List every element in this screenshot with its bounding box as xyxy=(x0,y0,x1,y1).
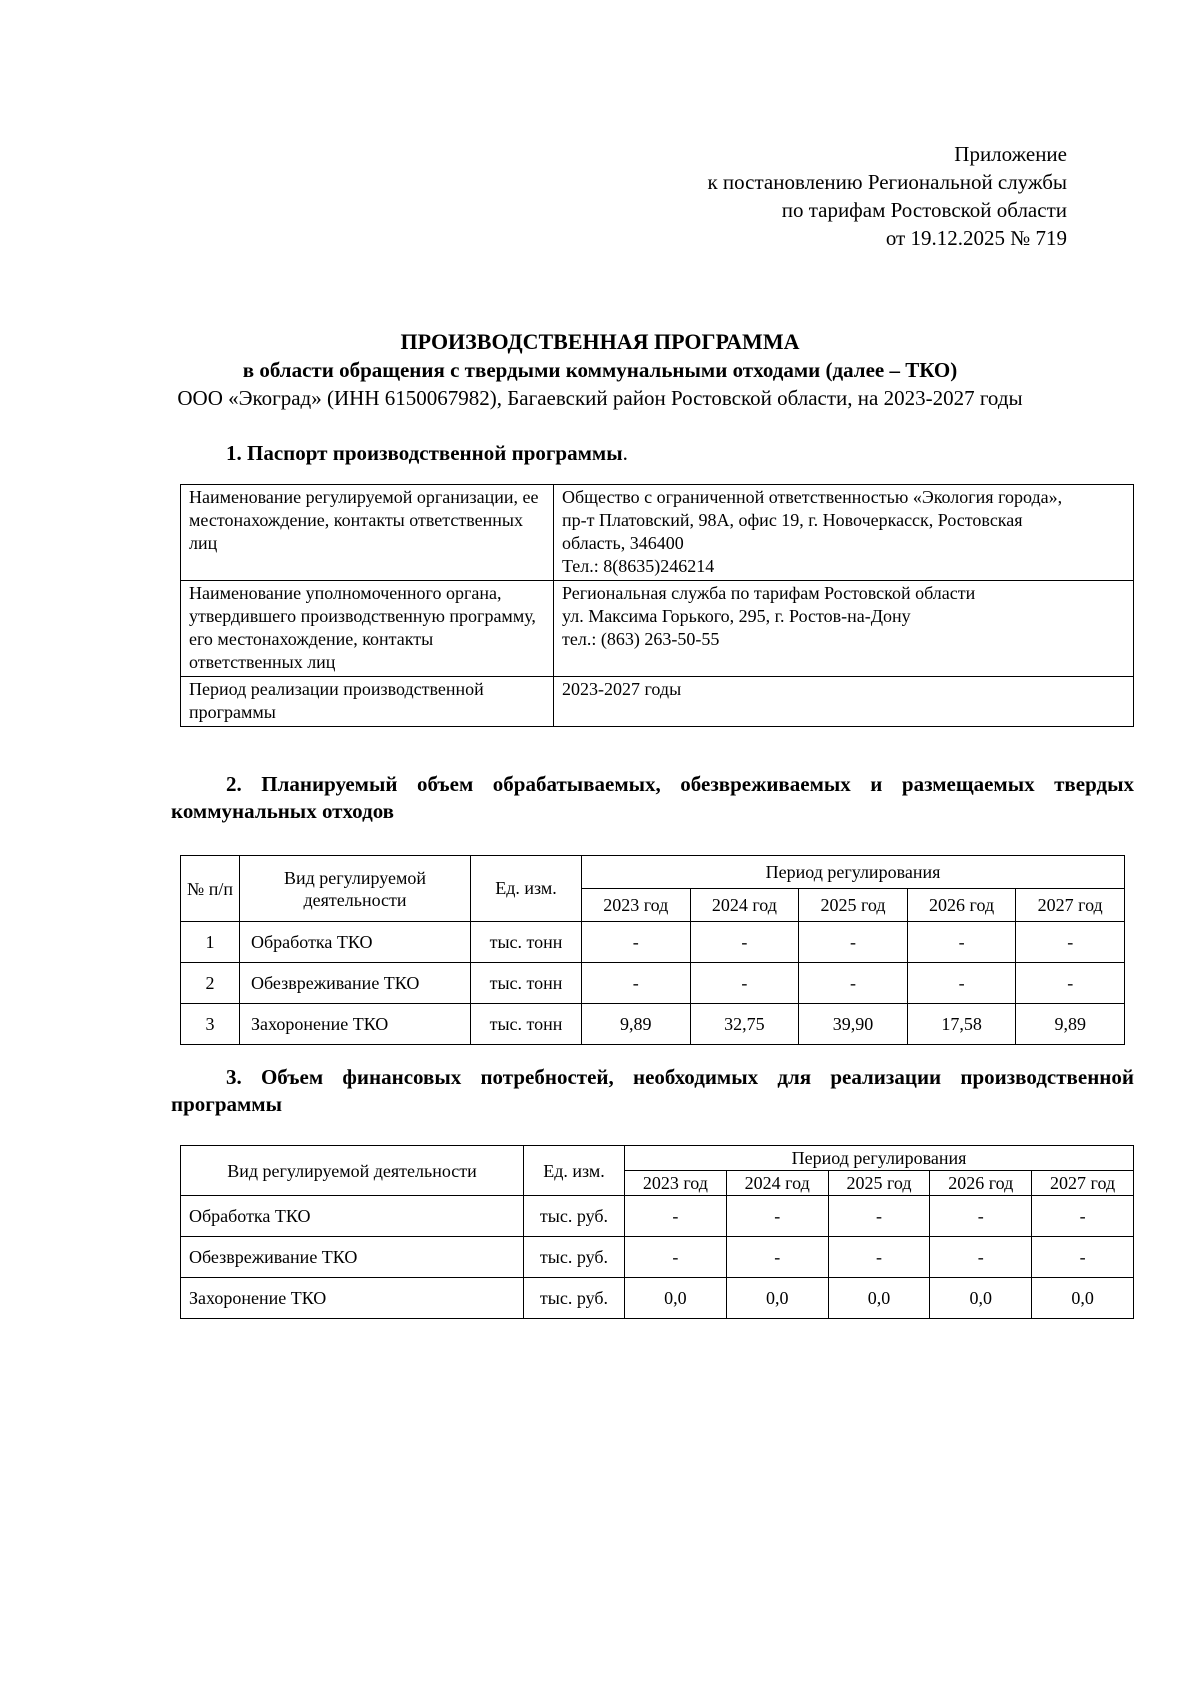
header-period: Период регулирования xyxy=(582,856,1125,889)
document-subtitle: в области обращения с твердыми коммунальными отходами (далее – ТКО) xyxy=(242,358,958,382)
table-row xyxy=(181,1196,1134,1237)
row-value: - xyxy=(907,922,1016,963)
row-value: 0,0 xyxy=(625,1278,727,1319)
table-row xyxy=(181,1278,1134,1319)
section-1-heading xyxy=(226,440,628,467)
row-value: - xyxy=(690,963,799,1004)
row-unit: тыс. тонн xyxy=(471,922,582,963)
passport-value-line: тел.: (863) 263-50-55 xyxy=(562,629,720,649)
table-row xyxy=(181,963,1125,1004)
row-value: 0,0 xyxy=(726,1278,828,1319)
appendix-block xyxy=(567,140,1067,252)
section-3-heading-text: 3. Объем финансовых потребностей, необходимых для реализации производственной программы xyxy=(171,1065,1134,1116)
section-1-heading-text: 1. Паспорт производственной программы xyxy=(226,441,623,465)
section-3-heading xyxy=(171,1064,1134,1118)
passport-value-line: ул. Максима Горького, 295, г. Ростов-на-Дону xyxy=(562,606,911,626)
volume-table xyxy=(180,855,1125,1045)
table-row xyxy=(181,485,1134,581)
passport-value-line: 2023-2027 годы xyxy=(562,679,682,699)
row-activity: Захоронение ТКО xyxy=(181,1278,524,1319)
row-value: - xyxy=(930,1237,1032,1278)
header-year: 2023 год xyxy=(582,889,691,922)
header-activity: Вид регулируемой деятельности xyxy=(181,1146,524,1196)
row-unit: тыс. руб. xyxy=(524,1278,625,1319)
header-activity: Вид регулируемой деятельности xyxy=(240,856,471,922)
header-year: 2024 год xyxy=(726,1171,828,1196)
row-value: 32,75 xyxy=(690,1004,799,1045)
row-value: - xyxy=(726,1237,828,1278)
header-unit: Ед. изм. xyxy=(524,1146,625,1196)
row-value: - xyxy=(930,1196,1032,1237)
document-title: ПРОИЗВОДСТВЕННАЯ ПРОГРАММА xyxy=(400,329,800,354)
row-value: 0,0 xyxy=(1032,1278,1134,1319)
passport-value-line: пр-т Платовский, 98А, офис 19, г. Новочеркасск, Ростовская xyxy=(562,510,1023,530)
row-value: - xyxy=(625,1196,727,1237)
table-header-row xyxy=(181,1146,1134,1171)
header-year: 2027 год xyxy=(1016,889,1125,922)
passport-value-cell xyxy=(554,581,1134,677)
row-value: 9,89 xyxy=(1016,1004,1125,1045)
section-2-heading xyxy=(171,771,1134,825)
row-value: - xyxy=(625,1237,727,1278)
passport-value-line: область, 346400 xyxy=(562,533,684,553)
section-2-heading-text: 2. Планируемый объем обрабатываемых, обезвреживаемых и размещаемых твердых коммунальных отходов xyxy=(171,772,1134,823)
row-activity: Обезвреживание ТКО xyxy=(240,963,471,1004)
header-num: № п/п xyxy=(181,856,240,922)
passport-value-cell xyxy=(554,485,1134,581)
table-row xyxy=(181,677,1134,727)
appendix-line-2: к постановлению Региональной службы xyxy=(707,170,1067,194)
row-value: - xyxy=(828,1196,930,1237)
passport-value-cell xyxy=(554,677,1134,727)
table-row xyxy=(181,581,1134,677)
row-unit: тыс. тонн xyxy=(471,963,582,1004)
row-unit: тыс. руб. xyxy=(524,1196,625,1237)
table-row xyxy=(181,922,1125,963)
row-value: - xyxy=(726,1196,828,1237)
row-activity: Обработка ТКО xyxy=(181,1196,524,1237)
table-row xyxy=(181,1237,1134,1278)
passport-table xyxy=(180,484,1134,727)
row-activity: Захоронение ТКО xyxy=(240,1004,471,1045)
row-value: - xyxy=(799,922,908,963)
row-value: - xyxy=(1016,963,1125,1004)
header-year: 2024 год xyxy=(690,889,799,922)
organization-line: ООО «Экоград» (ИНН 6150067982), Багаевский район Ростовской области, на 2023-2027 годы xyxy=(177,386,1023,410)
passport-label-cell: Наименование регулируемой организации, ее местонахождение, контакты ответственных лиц xyxy=(181,485,554,581)
row-value: 0,0 xyxy=(828,1278,930,1319)
row-value: - xyxy=(907,963,1016,1004)
row-num: 3 xyxy=(181,1004,240,1045)
row-num: 2 xyxy=(181,963,240,1004)
row-activity: Обработка ТКО xyxy=(240,922,471,963)
row-num: 1 xyxy=(181,922,240,963)
header-year: 2026 год xyxy=(930,1171,1032,1196)
table-row xyxy=(181,1004,1125,1045)
appendix-line-3: по тарифам Ростовской области xyxy=(781,198,1067,222)
row-value: - xyxy=(1032,1237,1134,1278)
header-period: Период регулирования xyxy=(625,1146,1134,1171)
passport-value-line: Региональная служба по тарифам Ростовской области xyxy=(562,583,976,603)
row-value: 9,89 xyxy=(582,1004,691,1045)
document-title-block xyxy=(0,328,1200,412)
appendix-line-1: Приложение xyxy=(954,142,1067,166)
row-activity: Обезвреживание ТКО xyxy=(181,1237,524,1278)
row-value: - xyxy=(799,963,908,1004)
finance-table xyxy=(180,1145,1134,1319)
row-value: - xyxy=(582,963,691,1004)
row-value: 39,90 xyxy=(799,1004,908,1045)
section-1-heading-period: . xyxy=(622,441,628,465)
passport-value-line: Тел.: 8(8635)246214 xyxy=(562,556,715,576)
row-value: - xyxy=(1032,1196,1134,1237)
header-year: 2023 год xyxy=(625,1171,727,1196)
passport-label-cell: Период реализации производственной программы xyxy=(181,677,554,727)
row-value: - xyxy=(1016,922,1125,963)
row-unit: тыс. тонн xyxy=(471,1004,582,1045)
row-value: - xyxy=(828,1237,930,1278)
passport-label-cell: Наименование уполномоченного органа, утвердившего производственную программу, его местонахождение, контакты ответственных лиц xyxy=(181,581,554,677)
row-value: - xyxy=(690,922,799,963)
row-value: 17,58 xyxy=(907,1004,1016,1045)
appendix-line-4: от 19.12.2025 № 719 xyxy=(885,226,1067,250)
table-header-row xyxy=(181,856,1125,889)
header-year: 2025 год xyxy=(799,889,908,922)
row-unit: тыс. руб. xyxy=(524,1237,625,1278)
row-value: 0,0 xyxy=(930,1278,1032,1319)
header-year: 2026 год xyxy=(907,889,1016,922)
row-value: - xyxy=(582,922,691,963)
passport-value-line: Общество с ограниченной ответственностью «Экология города», xyxy=(562,487,1063,507)
header-year: 2025 год xyxy=(828,1171,930,1196)
header-year: 2027 год xyxy=(1032,1171,1134,1196)
header-unit: Ед. изм. xyxy=(471,856,582,922)
